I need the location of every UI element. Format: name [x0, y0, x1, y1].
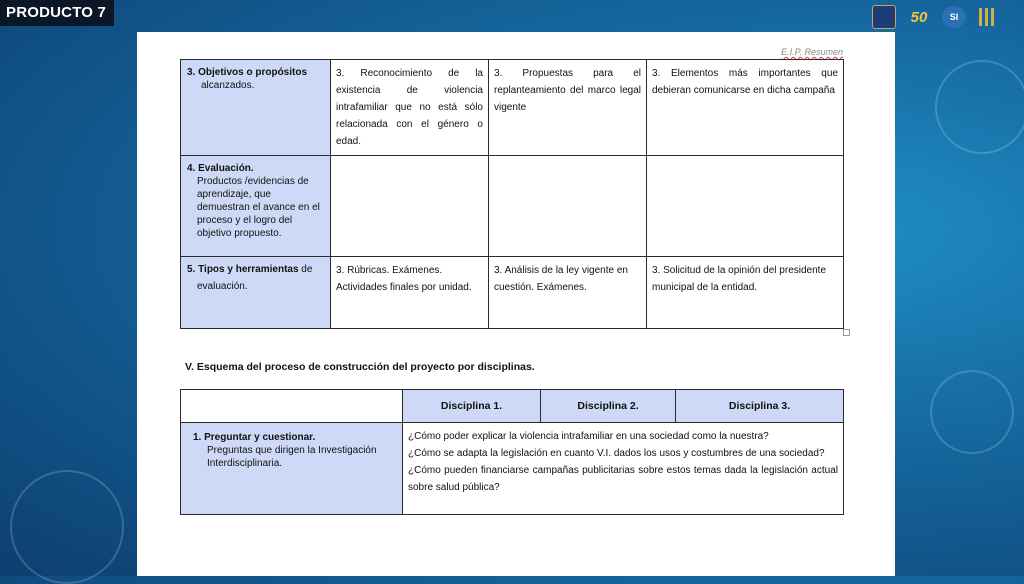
row-label: 4. Evaluación. Productos /evidencias de aprendizaje, que demuestran el avance en el proceso y el logro del objetivo propuesto.	[181, 156, 331, 257]
background-circle-decoration	[10, 470, 124, 584]
column-header: Disciplina 2.	[541, 390, 676, 423]
table-cell: 3. Elementos más importantes que debieran comunicarse en dicha campaña	[647, 60, 844, 156]
anniversary-logo: 50	[910, 8, 928, 26]
row-label: 5. Tipos y herramientas de evaluación.	[181, 257, 331, 329]
row-label: 3. Objetivos o propósitos alcanzados.	[181, 60, 331, 156]
row-label-detail: evaluación.	[197, 281, 248, 292]
table-cell: 3. Análisis de la ley vigente en cuestión. Exámenes.	[489, 257, 647, 329]
question-item: ¿Cómo pueden financiarse campañas publicitarias sobre estos temas dada la legislación actual sobre salud pública?	[408, 465, 838, 493]
question-item: ¿Cómo poder explicar la violencia intrafamiliar en una sociedad como la nuestra?	[408, 431, 769, 442]
background-circle-decoration	[930, 370, 1014, 454]
header-note: E.I.P. Resumen	[781, 47, 843, 57]
section-title: V. Esquema del proceso de construcción del proyecto por disciplinas.	[185, 361, 535, 373]
row-label-detail: Productos /evidencias de aprendizaje, que demuestran el avance en el proceso y el logro del objetivo propuesto.	[197, 176, 320, 239]
table-row	[181, 60, 844, 156]
table-header-row	[181, 390, 844, 423]
row-label-detail: alcanzados.	[201, 80, 255, 91]
table-row	[181, 156, 844, 257]
institution-bars-logo	[974, 6, 1002, 28]
background-circle-decoration	[935, 60, 1024, 154]
document-page	[137, 32, 895, 576]
table-resize-handle	[843, 329, 850, 336]
table-cell	[647, 156, 844, 257]
university-seal-logo	[872, 5, 896, 29]
row-label-detail: Preguntas que dirigen la Investigación Interdisciplinaria.	[207, 445, 377, 469]
table-cell: 3. Solicitud de la opinión del presidente municipal de la entidad.	[647, 257, 844, 329]
slide-badge: PRODUCTO 7	[0, 0, 114, 26]
table-cell: 3. Propuestas para el replanteamiento del marco legal vigente	[489, 60, 647, 156]
logo-strip	[872, 5, 1002, 29]
column-header: Disciplina 3.	[676, 390, 844, 423]
table-cell	[489, 156, 647, 257]
questions-cell	[403, 423, 844, 515]
row-label: 1. Preguntar y cuestionar. Preguntas que dirigen la Investigación Interdisciplinaria.	[181, 423, 403, 515]
table-cell	[331, 156, 489, 257]
evaluation-table	[180, 59, 844, 329]
column-header: Disciplina 1.	[403, 390, 541, 423]
empty-header-cell	[181, 390, 403, 423]
si-logo: SI	[942, 6, 966, 28]
table-row	[181, 257, 844, 329]
table-cell: 3. Reconocimiento de la existencia de violencia intrafamiliar que no está sólo relacionada con el género o edad.	[331, 60, 489, 156]
table-cell: 3. Rúbricas. Exámenes. Actividades finales por unidad.	[331, 257, 489, 329]
disciplines-table	[180, 389, 844, 515]
question-item: ¿Cómo se adapta la legislación en cuanto V.I. dados los usos y costumbres de una sociedad?	[408, 448, 825, 459]
table-row	[181, 423, 844, 515]
